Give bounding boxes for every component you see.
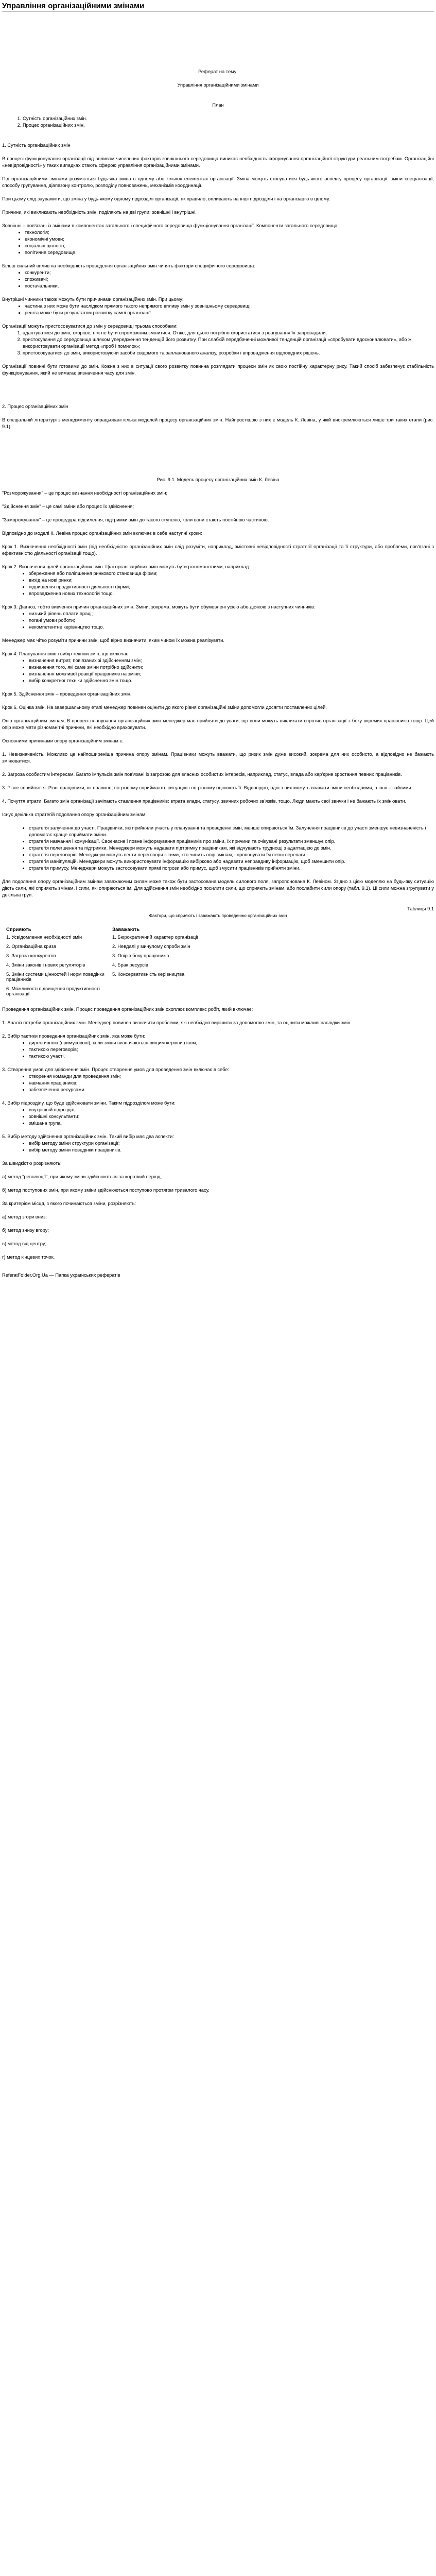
plan-heading: План	[212, 103, 224, 108]
paragraph: Причини, які викликають необхідність змін, поділяють на дві групи: зовнішні і внутрішні.	[2, 210, 197, 215]
paragraph: Внутрішні чинники також можуть бути причинами організаційних змін. При цьому:	[2, 297, 184, 302]
step-5: Крок 5. Здійснення змін – проведення організаційних змін.	[2, 691, 132, 697]
list-item: • тактикою переговорів;	[29, 1046, 434, 1053]
list-item: • директивною (примусовою), коли зміни визначаються вищим керівництвом;	[29, 1040, 434, 1046]
step-3: Крок 3. Діагноз, тобто вивчення причин організаційних змін. Зміни, зокрема, можуть бути обумовлені усією або деякою з наступних чинників:	[2, 604, 316, 609]
step-6: Крок 6. Оцінка змін. На завершальному етапі менеджер повинен оцінити до якого рівня організаційні зміни допомогли досягти поставлених цілей.	[2, 705, 327, 710]
table-cell: 1. Усвідомлення необхідності змін	[6, 935, 82, 940]
table-row	[5, 961, 217, 971]
work-step: 5. Вибір методу здійснення організаційних змін. Такий вибір має два аспекти:	[2, 1134, 174, 1139]
work-step: 3. Створення умов для здійснення змін. Процес створення умов для проведення змін включає в себе:	[2, 1067, 230, 1072]
work-step: 2. Вибір тактики проведення організаційних змін, яка може бути:	[2, 1033, 146, 1039]
table-row	[5, 985, 217, 999]
list-line: б) метод знизу вгору;	[2, 1228, 49, 1233]
table-cell: 1. Бюрократичний характер організації	[112, 935, 198, 940]
paragraph: Менеджер має чітко розуміти причини змін, щоб вірно визначити, яким чином їх можна реалізувати.	[2, 638, 224, 643]
paragraph: Організації повинні бути готовими до змін. Кожна з них в ситуації свого розвитку повинна розглядати процеси змін як свою постійну характерну рису. Такий спосіб забезпечує стабільність функціонування, який не вимагає визначення часу для змін.	[2, 364, 434, 376]
list-line: в) метод від центру;	[2, 1241, 47, 1246]
list-item: • забезпечення ресурсами.	[29, 1087, 434, 1093]
table-row	[5, 971, 217, 985]
work-step: 4. Вибір підрозділу, що буде здійснювати зміни. Таким підрозділом може бути:	[2, 1100, 176, 1106]
definition: "Заморожування" – це процедура підсилення, підтримки змін до такого ступеню, коли вони стають постійною частиною.	[2, 517, 269, 522]
table-row	[5, 943, 217, 952]
table-header-row	[5, 926, 217, 934]
footer-link[interactable]: ReferatFolder.Org.Ua — Папка українських рефератів	[2, 1273, 120, 1278]
bullet-list	[2, 1107, 434, 1127]
list-item: • стратегія маніпуляцій. Менеджери можуть використовувати інформацію вибірково або надавати неправдиву інформацію, щоб зменшити опір.	[29, 858, 434, 865]
list-item: • стратегія примусу. Менеджери можуть застосовувати прямі погрози або примус, щоб змусити працівників прийняти зміни.	[29, 865, 434, 872]
list-item: • некомпетентне керівництво тощо.	[29, 624, 434, 631]
step-2: Крок 2. Визначення цілей організаційних змін. Цілі організаційних змін можуть бути різноманітними, наприклад:	[2, 564, 250, 569]
table-title: Фактори, що сприяють і заважають проведенню організаційних змін	[149, 913, 287, 918]
list-item: • решта може бути результатом розвитку самої організації.	[25, 310, 434, 316]
paragraph: За швидкістю розрізняють:	[2, 1161, 62, 1166]
table-row	[5, 952, 217, 961]
list-item: • зовнішні консультанти;	[29, 1113, 434, 1120]
bullet-list	[2, 570, 434, 597]
bullet-list	[2, 1140, 434, 1154]
list-item: 2. пристосування до середовища шляхом упередження тенденцій його розвитку. При слабкій передбаченні можливої тенденцій організації «спробувати вдосконалювати», або ж використовувати організації метод «проб і помилок»;	[23, 336, 434, 350]
list-item: • стратегія залучення до участі. Працівники, які прийняли участь у плануванні та проведенні змін, менше опираються їм. Залучення працівників до участі зменшує невизначеність і допомагає краще сприймати зміни.	[29, 825, 434, 838]
resistance-reason: 2. Загроза особистим інтересам. Багато імпульсів змін пов'язані із загрозою для власних особистих інтересів, наприклад, статус, влада або кар'єрне зростання певних працівників.	[2, 772, 402, 777]
bullet-list	[2, 1040, 434, 1060]
plan-item: 2. Процес організаційних змін.	[23, 122, 434, 129]
list-item: • визначення витрат, пов'язаних зі здійсненням змін;	[29, 657, 434, 664]
section-1-title: 1. Сутність організаційних змін	[2, 143, 71, 148]
paragraph: При цьому слід зауважити, що зміна у будь-якому одному підрозділі організації, як правило, впливають на інші підрозділи і на організацію в цілому.	[2, 196, 330, 201]
plan-list	[2, 115, 434, 129]
paragraph: Опір організаційним змінам. В процесі планування організаційних змін менеджер має прийняти до уваги, що вони можуть викликати спротив організації з боку окремих працівників тощо. Цей опір може мати різноманітні причини, які необхідно враховувати.	[2, 718, 434, 730]
list-item: 3. пристосовуватися до змін, використовуючи засоби свідомого та запланованого аналізу, розробки і впровадження відповідних рішень.	[23, 350, 434, 357]
step-4: Крок 4. Планування змін і вибір техніки змін, що включає:	[2, 651, 130, 656]
table-cell: 2. Невдалі у минулому спроби змін	[112, 944, 190, 949]
bullet-list	[2, 611, 434, 631]
step-1: Крок 1. Визначення необхідності змін (під необхідністю організаційних змін слід розуміти, наприклад, змістовні невідповідності стратегії організації та її структури, або проблеми, пов'язані з ефективністю діяльності організації тощо).	[2, 544, 434, 556]
paragraph: Більш сильний вплив на необхідність проведення організаційних змін чинять фактори специфічного середовища:	[2, 263, 255, 268]
figure-placeholder	[2, 430, 434, 477]
list-item: • конкуренти;	[25, 269, 434, 276]
paragraph: Основними причинами опору організаційним змінам є:	[2, 738, 124, 743]
bullet-list	[2, 229, 434, 256]
definition: "Розморожування" – це процес визнання необхідності організаційних змін;	[2, 490, 168, 496]
work-step: 1. Аналіз потреби організаційних змін. Менеджер повинен визначити проблеми, які необхідно вирішити за допомогою змін, та оцінити можливі наслідки змін.	[2, 1020, 352, 1025]
paragraph: За критерієм місця, з якого починаються зміни, розрізняють:	[2, 1201, 136, 1206]
bullet-list	[2, 657, 434, 684]
figure-caption: Рис. 9.1. Модель процесу організаційних змін К. Левіна	[156, 477, 280, 482]
paragraph: В спеціальній літературі з менеджменту опрацьовані кілька моделей процесу організаційних змін. Найпростішою з них є модель К. Левіна, у якій виокремлюються лише три таких етапи (рис. 9.1):	[2, 417, 434, 429]
resistance-reason: 4. Почуття втрати. Багато змін організації зачіпають ставлення працівників: втрата влади, статусу, звичних робочих зв'язків, тощо. Люди мають свої звички і не бажають їх змінювати.	[2, 799, 407, 804]
table-cell: 6. Можливості підвищення продуктивності організації	[6, 986, 100, 996]
list-item: • постачальники.	[25, 283, 434, 290]
essay-topic: Управління організаційними змінами	[177, 82, 259, 88]
essay-header	[2, 69, 434, 109]
definition: "Здійснення змін" – це самі зміни або процес їх здійснення;	[2, 504, 134, 509]
list-item: • вибір конкретної техніки здійснення змін тощо.	[29, 677, 434, 684]
list-item: • стратегія переговорів. Менеджери можуть вести переговори з тими, хто чинить опір змінам, і пропонувати їм певні переваги.	[29, 852, 434, 858]
paragraph: Відповідно до моделі К. Левіна процес організаційних змін включає в себе наступні кроки:	[2, 531, 202, 536]
list-item: • вибір методу зміни структури організації;	[29, 1140, 434, 1147]
list-item: • частина з них може бути наслідком прямого такого непрямого впливу змін у зовнішньому середовищі;	[25, 303, 434, 310]
list-item: • технологія;	[25, 229, 434, 236]
list-line: г) метод кінцевих точок.	[2, 1255, 55, 1260]
table-cell: 3. Опір з боку працівників	[112, 953, 169, 958]
list-item: • підвищення продуктивності діяльності фірми;	[29, 584, 434, 590]
paragraph: Організації можуть пристосовуватися до змін у середовищі трьома способами:	[2, 324, 178, 329]
table-row	[5, 934, 217, 943]
bullet-list	[2, 303, 434, 316]
table-cell: 5. Консервативність керівництва	[112, 972, 185, 977]
table-cell	[111, 985, 217, 999]
list-item: • політичне середовище.	[25, 249, 434, 256]
list-line: а) метод згори вниз;	[2, 1214, 47, 1219]
page	[0, 0, 436, 1282]
numbered-list	[2, 330, 434, 357]
resistance-reason: 1. Невизначеність. Можливо це найпоширеніша причина опору змінам. Працівники можуть вважати, що ризик змін дуже високий, зокрема для них особисто, а відповідно не бажають змінюватися.	[2, 752, 434, 764]
list-item: • визначення можливої реакції працівників на зміни;	[29, 671, 434, 677]
list-item: • вибір методу зміни поведінки працівників.	[29, 1147, 434, 1154]
list-item: • змішана група.	[29, 1120, 434, 1127]
list-item: • навчання працівників;	[29, 1080, 434, 1087]
list-line: б) метод поступових змін, при якому зміни здійснюються поступово протягом тривалого часу.	[2, 1188, 210, 1193]
paragraph: Існує декілька стратегій подолання опору організаційним змінам:	[2, 812, 147, 817]
list-item: • економічні умови;	[25, 236, 434, 243]
paragraph: Для подолання опору організаційним змінам заважаючим силам може також бути застосована модель силового поля, запропонована К. Левіном. Згідно з цією моделлю на будь-яку ситуацію діють сили, які сприяють змінам, і сили, які опираються їм. Для здійснення змін необхідно посилити сили, що сприяють змінам, або послабити сили опору (табл. 9.1). Ці сили можна згрупувати у декілька груп.	[2, 879, 434, 897]
table-cell: 4. Брак ресурсів	[112, 962, 148, 968]
table-caption: Таблиця 9.1	[407, 906, 434, 911]
table-cell: 4. Зміни законів і нових регуляторів	[6, 962, 85, 968]
list-item: • стратегія полегшення та підтримки. Менеджери можуть надавати підтримку працівникам, які відчувають труднощі з адаптацією до змін.	[29, 845, 434, 852]
resistance-reason: 3. Різне сприйняття. Різні працівники, як правило, по-різному сприймають ситуацію і по-різному оцінюють її. Відповідно, одні з них можуть вважати зміни необхідними, а інші – зайвими.	[2, 785, 413, 790]
section-2-title: 2. Процес організаційних змін	[2, 404, 68, 409]
table-cell: 2. Організаційна криза	[6, 944, 57, 949]
paragraph: Зовнішні – пов'язані із змінами в компонентах загального і специфічного середовища функціонування організації. Компоненти загального середовища:	[2, 223, 339, 228]
list-item: • соціальні цінності;	[25, 243, 434, 249]
essay-kind: Реферат на тему:	[198, 69, 238, 74]
paragraph: В процесі функціонування організації під впливом чисельних факторів зовнішнього середовища виникає необхідність сформування організаційної структури реальним потребам. Організаційні «невідповідності» у таких випадках стають сферою управління організаційними змінами.	[2, 156, 434, 168]
list-item: • стратегія навчання і комунікації. Своєчасне і повне інформування працівників про зміни, їх причини та очікувані результати зменшує опір.	[29, 838, 434, 845]
list-item: • визначення того, які саме зміни потрібно здійснити;	[29, 664, 434, 671]
list-item: • збереження або поліпшення ринкового становища фірми;	[29, 570, 434, 577]
list-item: • споживачі;	[25, 276, 434, 283]
table-header: Заважають	[112, 927, 140, 933]
site-title: Управління організаційними змінами	[2, 0, 434, 12]
strategy-list	[2, 825, 434, 872]
list-item: • створення команди для проведення змін;	[29, 1073, 434, 1080]
paragraph: Під організаційними змінами розуміється будь-яка зміна в одному або кількох елементах організації. Зміна можуть стосуватися будь-якого аспекту процесу організації: зміни спеціалізації, способу групування, діапазону контролю, розподілу повноважень, механізмів координації.	[2, 176, 434, 188]
bullet-list	[2, 269, 434, 290]
list-item: • внутрішній підрозділ;	[29, 1107, 434, 1113]
table-cell: 3. Загроза конкурентів	[6, 953, 56, 958]
plan-item: 1. Сутність організаційних змін.	[23, 115, 434, 122]
bullet-list	[2, 1073, 434, 1093]
table-cell: 5. Зміни системи цінностей і норм поведінки працівників	[6, 972, 104, 982]
list-item: • низький рівень оплати праці;	[29, 611, 434, 617]
list-item: • впровадження нових технологій тощо.	[29, 590, 434, 597]
list-item: 1. адаптуватися до змін, скоріше, ніж не бути спроможним змінитися. Отже, для цього потрібно скористатися з реагування їх запровадили;	[23, 330, 434, 336]
list-item: • вихід на нові ринки;	[29, 577, 434, 584]
paragraph: Проведення організаційних змін. Процес проведення організаційних змін охоплює комплекс робіт, який включає:	[2, 1007, 253, 1012]
factors-table	[5, 926, 217, 999]
list-line: а) метод "революції", при якому зміни здійснюються за короткий період;	[2, 1174, 162, 1179]
table-header: Сприяють	[6, 927, 31, 933]
list-item: • тактикою участі.	[29, 1053, 434, 1060]
list-item: • погані умови роботи;	[29, 617, 434, 624]
